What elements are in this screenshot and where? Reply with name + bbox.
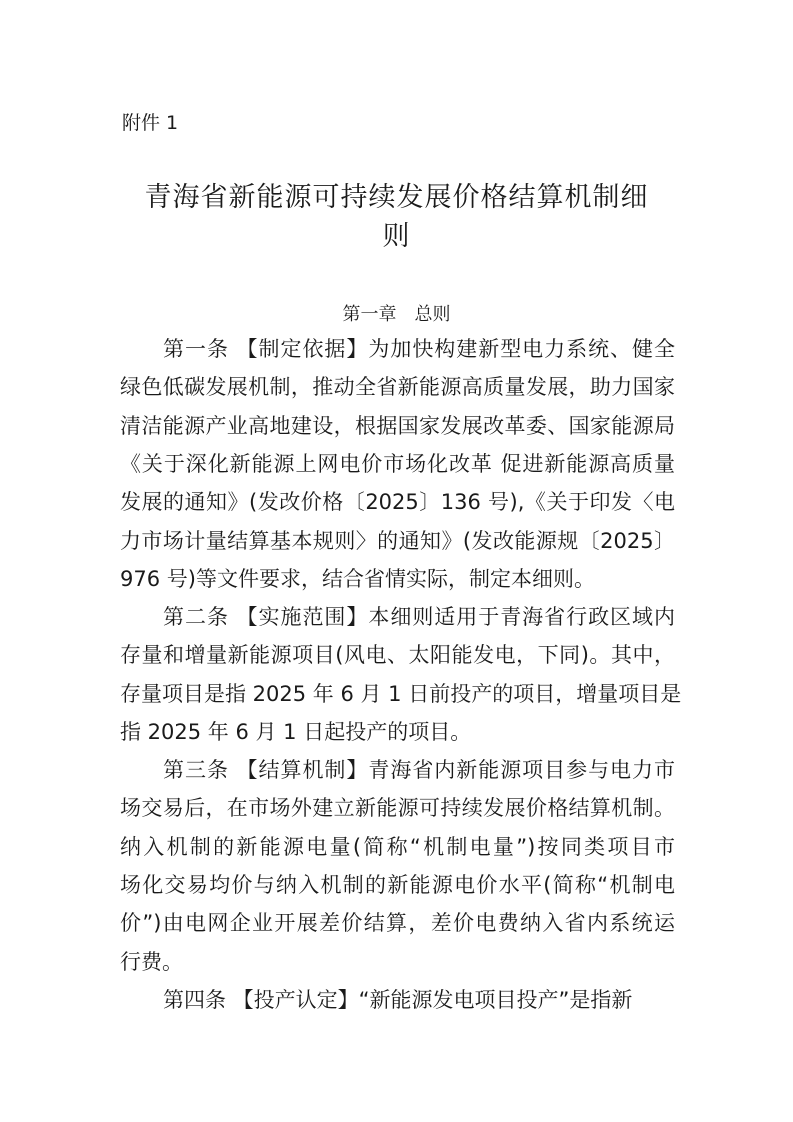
- paragraph-3-line: 场化交易均价与纳入机制的新能源电价水平(简称“机制电: [120, 872, 675, 897]
- paragraph-1-line: 第一条 【制定依据】为加快构建新型电力系统、健全: [163, 337, 675, 361]
- paragraph-4-line: 第四条 【投产认定】“新能源发电项目投产”是指新: [163, 988, 633, 1012]
- paragraph-2-line: 存量项目是指 2025 年 6 月 1 日前投产的项目，增量项目是: [120, 681, 682, 706]
- paragraph-2-line: 第二条 【实施范围】本细则适用于青海省行政区域内: [163, 605, 675, 629]
- paragraph-3-line: 第三条 【结算机制】青海省内新能源项目参与电力市: [163, 758, 675, 782]
- paragraph-1-line: 绿色低碳发展机制，推动全省新能源高质量发展，助力国家: [120, 375, 675, 400]
- paragraph-3-line: 场交易后，在市场外建立新能源可持续发展价格结算机制。: [120, 796, 675, 821]
- paragraph-3-line: 价”)由电网企业开展差价结算，差价电费纳入省内系统运: [120, 911, 675, 936]
- document-title-line-1: 青海省新能源可持续发展价格结算机制细: [144, 182, 649, 213]
- paragraph-2-line: 存量和增量新能源项目(风电、太阳能发电，下同)。其中，: [120, 643, 675, 668]
- chapter-heading: 第一章 总则: [342, 304, 451, 325]
- document-title-line-2: 则: [382, 221, 411, 252]
- attachment-label: 附件 1: [122, 112, 179, 134]
- paragraph-1-line: 发展的通知》(发改价格〔2025〕136 号),《关于印发〈电: [120, 490, 675, 515]
- paragraph-1-line: 976 号)等文件要求，结合省情实际，制定本细则。: [120, 566, 595, 591]
- paragraph-1-line: 《关于深化新能源上网电价市场化改革 促进新能源高质量: [120, 451, 675, 476]
- paragraph-1-line: 清洁能源产业高地建设，根据国家发展改革委、国家能源局: [120, 413, 675, 438]
- paragraph-3-line: 行费。: [120, 949, 183, 974]
- paragraph-3-line: 纳入机制的新能源电量(简称“机制电量”)按同类项目市: [120, 834, 675, 859]
- paragraph-2-line: 指 2025 年 6 月 1 日起投产的项目。: [120, 719, 472, 744]
- paragraph-1-line: 力市场计量结算基本规则〉的通知》(发改能源规〔2025〕: [120, 528, 675, 553]
